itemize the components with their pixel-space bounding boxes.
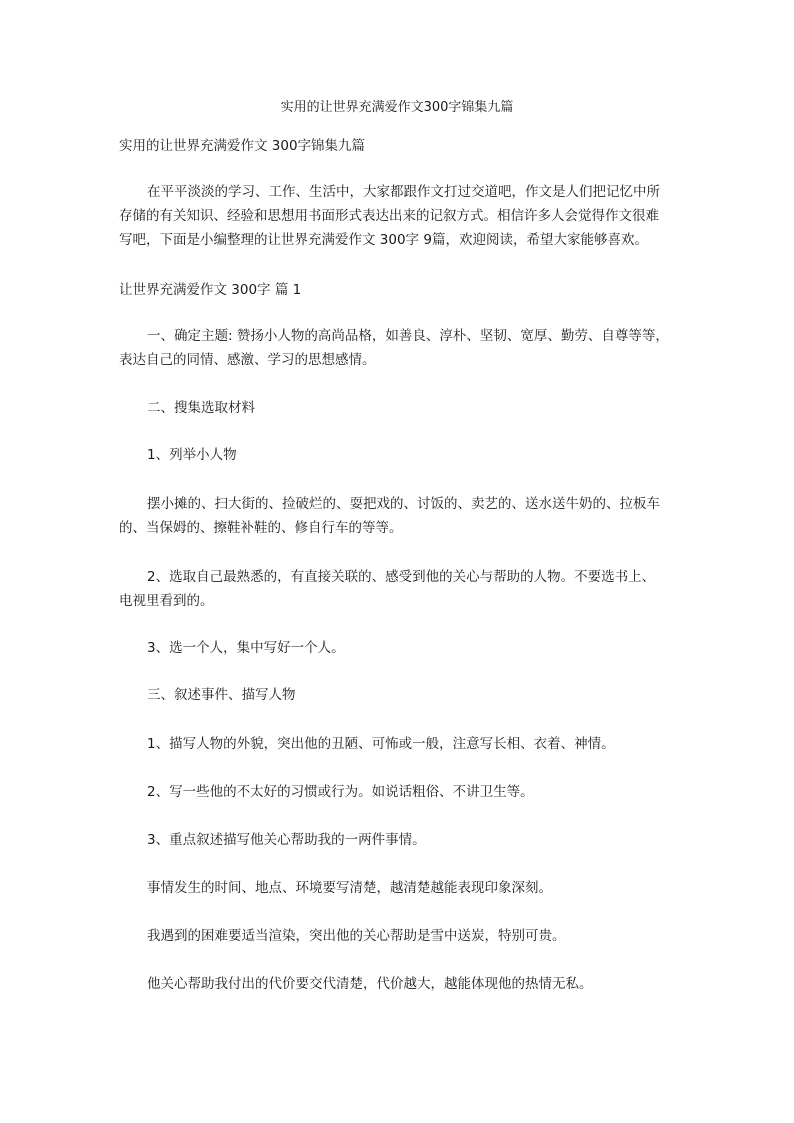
theme-line-1: 一、确定主题: 赞扬小人物的高尚品格，如善良、淳朴、坚韧、宽厚、勤劳、自尊等等，: [147, 328, 669, 344]
examples-paragraph: [119, 492, 679, 540]
theme-paragraph: [119, 324, 679, 372]
document-subtitle: 实用的让世界充满爱作文 300字锦集九篇: [119, 138, 366, 154]
intro-line-2: 存储的有关知识、经验和思想用书面形式表达出来的记叙方式。相信许多人会觉得作文很难: [119, 208, 659, 224]
list-item-2-line-2: 电视里看到的。: [119, 593, 214, 609]
list-item-3: 3、选一个人，集中写好一个人。: [147, 640, 345, 656]
document-header-title: 实用的让世界充满爱作文300字锦集九篇: [280, 100, 514, 115]
list-item-1: 1、列举小人物: [147, 447, 237, 463]
desc-item-1: 1、描写人物的外貌，突出他的丑陋、可怖或一般，注意写长相、衣着、神情。: [147, 736, 615, 752]
section-heading: 让世界充满爱作文 300字 篇 1: [119, 282, 302, 298]
examples-line-1: 摆小摊的、扫大街的、捡破烂的、耍把戏的、讨饭的、卖艺的、送水送牛奶的、拉板车: [147, 496, 660, 512]
intro-paragraph: [119, 180, 679, 252]
cost-paragraph: 他关心帮助我付出的代价要交代清楚，代价越大，越能体现他的热情无私。: [147, 976, 593, 992]
collect-heading: 二、搜集选取材料: [147, 400, 255, 416]
list-item-2-line-1: 2、选取自己最熟悉的，有直接关联的、感受到他的关心与帮助的人物。不要选书上、: [147, 569, 656, 585]
intro-line-3: 写吧，下面是小编整理的让世界充满爱作文 300字 9篇，欢迎阅读，希望大家能够喜欢。: [119, 232, 648, 248]
desc-item-3: 3、重点叙述描写他关心帮助我的一两件事情。: [147, 832, 426, 848]
theme-line-2: 表达自己的同情、感激、学习的思想感情。: [119, 352, 376, 368]
difficulty-paragraph: 我遇到的困难要适当渲染，突出他的关心帮助是雪中送炭，特别可贵。: [147, 928, 566, 944]
intro-line-1: 在平平淡淡的学习、工作、生活中，大家都跟作文打过交道吧，作文是人们把记忆中所: [147, 184, 660, 200]
time-paragraph: 事情发生的时间、地点、环境要写清楚，越清楚越能表现印象深刻。: [147, 880, 552, 896]
narrate-heading: 三、叙述事件、描写人物: [147, 687, 296, 703]
list-item-2: [119, 565, 679, 613]
desc-item-2: 2、写一些他的不太好的习惯或行为。如说话粗俗、不讲卫生等。: [147, 784, 534, 800]
examples-line-2: 的、当保姆的、擦鞋补鞋的、修自行车的等等。: [119, 520, 403, 536]
